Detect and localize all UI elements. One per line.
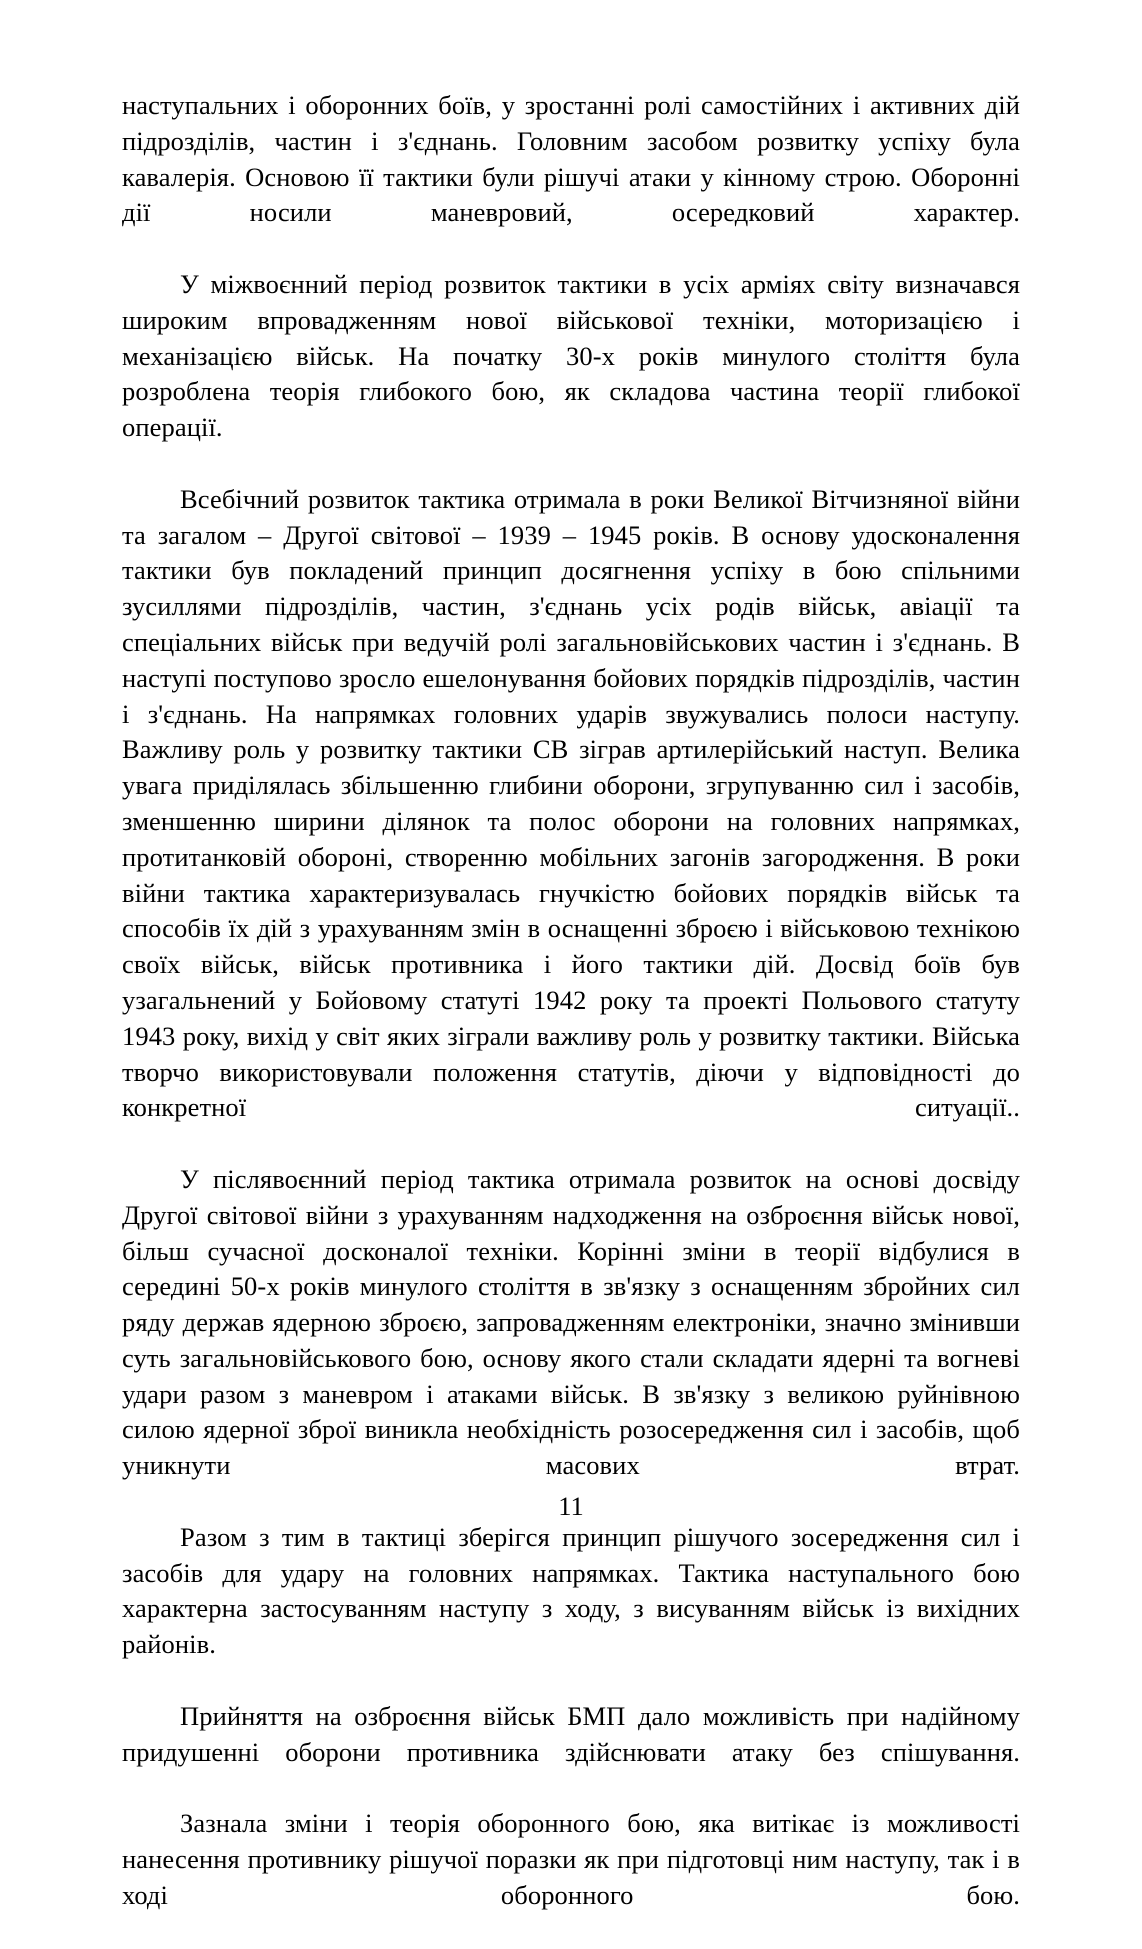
page-number: 11: [558, 1491, 584, 1521]
paragraph-5: Разом з тим в тактиці зберігся принцип рішучого зосередження сил і засобів для удару на головних напрямках. Тактика наступального бою характерна застосуванням наступу з ходу, з висуванням військ із вихідних районів.: [122, 1521, 1020, 1660]
page-body-text: [122, 88, 1020, 1949]
paragraph-6: Прийняття на озброєння військ БМП дало можливість при надійному придушенні оборони противника здійснювати атаку без спішування.: [122, 1700, 1020, 1767]
paragraph-1: наступальних і оборонних боїв, у зростанні ролі самостійних і активних дій підрозділів, частин і з'єднань. Головним засобом розвитку успіху була кавалерія. Основою її тактики були рішучі атаки у кінному строю. Оборонні дії носили маневровий, осередковий характер.: [122, 90, 1020, 228]
paragraph-7: Зазнала зміни і теорія оборонного бою, яка витікає із можливості нанесення противнику рішучої поразки як при підготовці ним наступу, так і в ході оборонного бою.: [122, 1808, 1020, 1910]
paragraph-2: У міжвоєнний період розвиток тактики в усіх арміях світу визначався широким впровадженням нової військової техніки, моторизацією і механізацією військ. На початку 30-х років минулого століття була розроблена теорія глибокого бою, як складова частина теорії глибокої операції.: [122, 268, 1020, 443]
paragraph-4: У післявоєнний період тактика отримала розвиток на основі досвіду Другої світової війни з урахуванням надходження на озброєння військ нової, більш сучасної досконалої техніки. Корінні зміни в теорії відбулися в середині 50-х років минулого століття в зв'язку з оснащенням збройних сил ряду держав ядерною зброєю, запровадженням електроніки, значно змінивши суть загальновійськового бою, основу якого стали складати ядерні та вогневі удари разом з маневром і атаками військ. В зв'язку з великою руйнівною силою ядерної зброї виникла необхідність розосередження сил і засобів, щоб уникнути масових втрат.: [122, 1163, 1020, 1481]
paragraph-3: Всебічний розвиток тактика отримала в роки Великої Вітчизняної війни та загалом – Другої світової – 1939 – 1945 років. В основу удосконалення тактики був покладений принцип досягнення успіху в бою спільними зусиллями підрозділів, частин, з'єднань усіх родів військ, авіації та спеціальних військ при ведучій ролі загальновійськових частин і з'єднань. В наступі поступово зросло ешелонування бойових порядків підрозділів, частин і з'єднань. На напрямках головних ударів звужувались полоси наступу. Важливу роль у розвитку тактики СВ зіграв артилерійський наступ. Велика увага приділялась збільшенню глибини оборони, згрупуванню сил і засобів, зменшенню ширини ділянок та полос оборони на головних напрямках, протитанковій обороні, створенню мобільних загонів загородження. В роки війни тактика характеризувалась гнучкістю бойових порядків військ та способів їх дій з урахуванням змін в оснащенні зброєю і військовою технікою своїх військ, військ противника і його тактики дій. Досвід боїв був узагальнений у Бойовому статуті 1942 року та проекті Польового статуту 1943 року, вихід у світ яких зіграли важливу роль у розвитку тактики. Війська творчо використовували положення статутів, діючи у відповідності до конкретної ситуації..: [122, 483, 1020, 1123]
